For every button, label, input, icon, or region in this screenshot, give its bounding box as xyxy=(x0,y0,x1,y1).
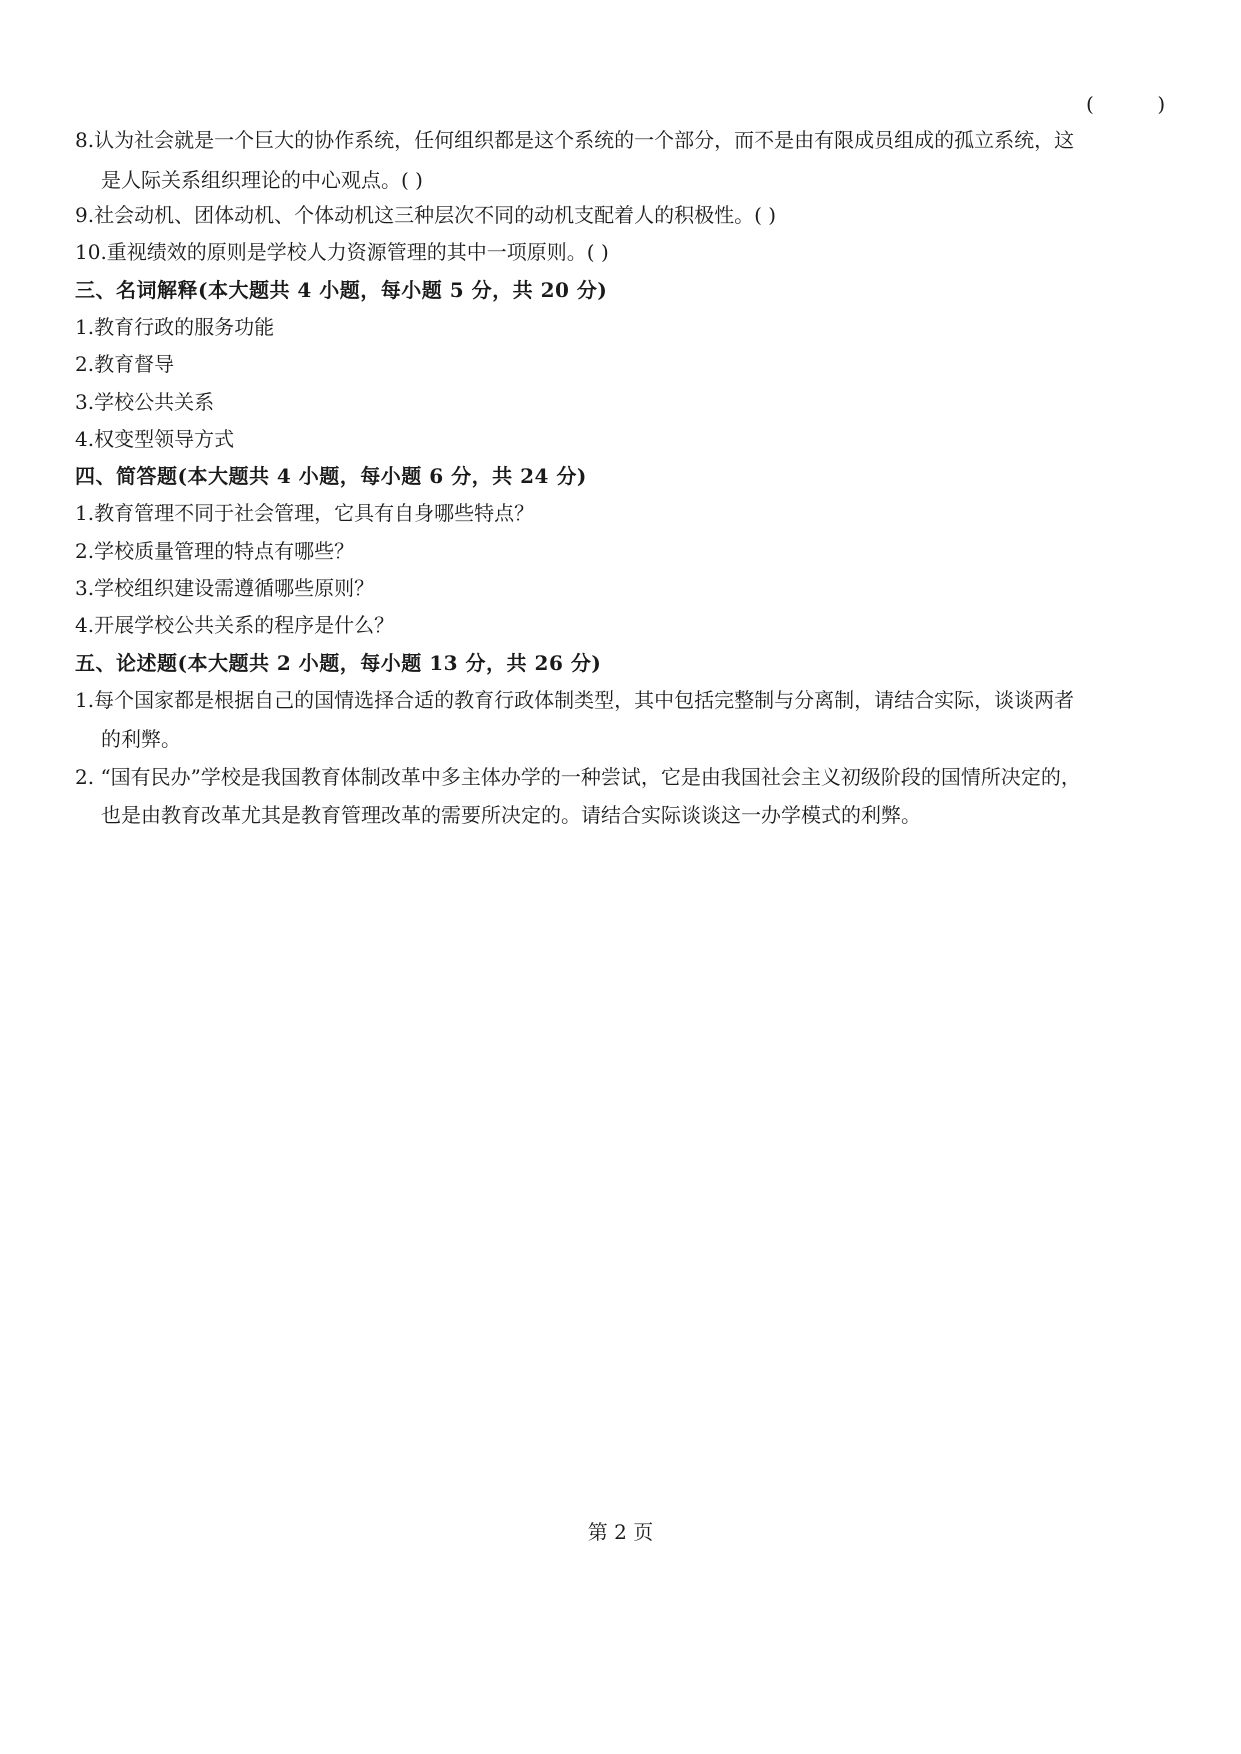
section-5-q2-line-1: 2. “国有民办”学校是我国教育体制改革中多主体办学的一种尝试，它是由我国社会主义初级阶段的国情所决定的， xyxy=(75,765,1081,789)
page-number: 第 2 页 xyxy=(587,1520,654,1544)
question-8-line-1: 8.认为社会就是一个巨大的协作系统，任何组织都是这个系统的一个部分，而不是由有限成员组成的孤立系统，这 xyxy=(75,128,1075,152)
section-4-item-4: 4.开展学校公共关系的程序是什么？ xyxy=(75,613,395,637)
section-3-item-3: 3.学校公共关系 xyxy=(75,390,215,414)
section-3-item-4: 4.权变型领导方式 xyxy=(75,427,235,451)
section-3-item-2: 2.教育督导 xyxy=(75,352,175,376)
section-5-q1-line-2: 的利弊。 xyxy=(101,727,181,751)
question-8-line-2: 是人际关系组织理论的中心观点。( ) xyxy=(101,168,423,192)
section-5-q2-line-2: 也是由教育改革尤其是教育管理改革的需要所决定的。请结合实际谈谈这一办学模式的利弊。 xyxy=(101,803,921,827)
section-3-item-1: 1.教育行政的服务功能 xyxy=(75,315,275,339)
section-4-heading: 四、简答题(本大题共 4 小题，每小题 6 分，共 24 分) xyxy=(75,464,587,488)
section-4-item-3: 3.学校组织建设需遵循哪些原则？ xyxy=(75,576,375,600)
question-9: 9.社会动机、团体动机、个体动机这三种层次不同的动机支配着人的积极性。( ) xyxy=(75,203,777,227)
section-4-item-1: 1.教育管理不同于社会管理，它具有自身哪些特点？ xyxy=(75,501,535,525)
section-5-q1-line-1: 1.每个国家都是根据自己的国情选择合适的教育行政体制类型，其中包括完整制与分离制，请结合实际，谈谈两者 xyxy=(75,688,1075,712)
section-5-heading: 五、论述题(本大题共 2 小题，每小题 13 分，共 26 分) xyxy=(75,651,602,675)
section-4-item-2: 2.学校质量管理的特点有哪些？ xyxy=(75,539,355,563)
answer-paren: ( ) xyxy=(1086,92,1166,116)
section-3-heading: 三、名词解释(本大题共 4 小题，每小题 5 分，共 20 分) xyxy=(75,278,608,302)
question-10: 10.重视绩效的原则是学校人力资源管理的其中一项原则。( ) xyxy=(75,240,609,264)
